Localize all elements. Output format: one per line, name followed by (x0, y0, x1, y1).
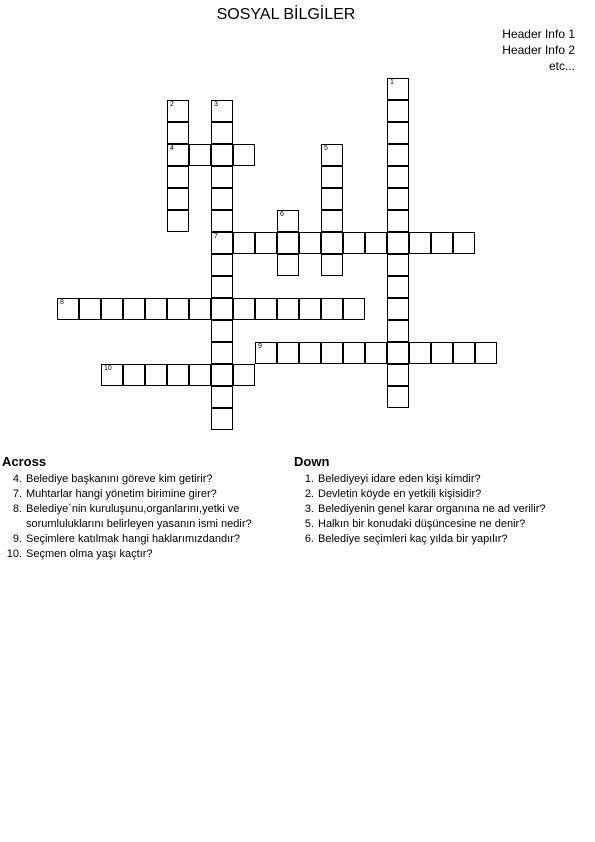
grid-cell (101, 298, 123, 320)
grid-cell (233, 232, 255, 254)
grid-cell (211, 408, 233, 430)
grid-cell (57, 298, 79, 320)
grid-cell (387, 232, 409, 254)
clue-text: Belediyeyi idare eden kişi kimdir? (318, 473, 481, 485)
clue-across-4 (2, 472, 292, 487)
clue-text: Devletin köyde en yetkili kişisidir? (318, 488, 482, 500)
grid-cell (387, 100, 409, 122)
clue-number: 2. (304, 488, 314, 500)
grid-cell (299, 342, 321, 364)
clue-down-6 (294, 532, 584, 547)
grid-cell (233, 144, 255, 166)
grid-cell (123, 364, 145, 386)
grid-cell (277, 298, 299, 320)
grid-cell (189, 364, 211, 386)
grid-cell (343, 298, 365, 320)
clue-number: 7. (12, 488, 22, 500)
grid-cell (387, 78, 409, 100)
grid-cell (79, 298, 101, 320)
clue-text: Seçmen olma yaşı kaçtır? (26, 548, 153, 560)
grid-cell (387, 386, 409, 408)
clue-across-8 (2, 502, 292, 532)
header-info-line: etc... (548, 59, 575, 73)
grid-cell (299, 232, 321, 254)
cell-number: 9 (258, 343, 262, 350)
grid-cell (211, 188, 233, 210)
clue-down-5 (294, 517, 584, 532)
cell-number: 4 (170, 145, 174, 152)
down-heading: Down (294, 454, 330, 469)
grid-cell (387, 166, 409, 188)
grid-cell (211, 342, 233, 364)
grid-cell (321, 210, 343, 232)
grid-cell (453, 232, 475, 254)
grid-cell (387, 210, 409, 232)
clue-text: Belediye seçimleri kaç yılda bir yapılır? (318, 533, 508, 545)
grid-cell (211, 276, 233, 298)
down-clues (294, 454, 584, 547)
grid-cell (321, 232, 343, 254)
grid-cell (321, 144, 343, 166)
grid-cell (321, 188, 343, 210)
grid-cell (211, 254, 233, 276)
clue-text: Seçimlere katılmak hangi haklarımızdandır? (26, 533, 240, 545)
grid-cell (211, 210, 233, 232)
grid-cell (211, 364, 233, 386)
grid-cell (233, 364, 255, 386)
grid-cell (167, 144, 189, 166)
grid-cell (431, 232, 453, 254)
grid-cell (167, 298, 189, 320)
clue-down-1 (294, 472, 584, 487)
grid-cell (321, 254, 343, 276)
grid-cell (211, 144, 233, 166)
grid-cell (277, 232, 299, 254)
grid-cell (387, 122, 409, 144)
clue-text: Belediyenin genel karar organına ne ad verilir? (318, 503, 546, 515)
clue-text: sorumluluklarını belirleyen yasanın ismi nedir? (26, 518, 252, 530)
clue-text: Muhtarlar hangi yönetim birimine girer? (26, 488, 217, 500)
grid-cell (277, 254, 299, 276)
cell-number: 1 (390, 79, 394, 86)
cell-number: 10 (104, 365, 112, 372)
clue-number: 9. (12, 533, 22, 545)
grid-cell (387, 298, 409, 320)
clue-number: 8. (12, 503, 22, 515)
grid-cell (167, 210, 189, 232)
header-info-line: Header Info 2 (502, 43, 575, 57)
grid-cell (365, 342, 387, 364)
clue-number: 4. (12, 473, 22, 485)
clue-down-2 (294, 487, 584, 502)
grid-cell (189, 298, 211, 320)
grid-cell (409, 232, 431, 254)
grid-cell (101, 364, 123, 386)
grid-cell (387, 254, 409, 276)
grid-cell (453, 342, 475, 364)
clue-text: Belediye başkanını göreve kim getirir? (26, 473, 213, 485)
grid-cell (255, 342, 277, 364)
grid-cell (387, 188, 409, 210)
across-heading: Across (2, 454, 47, 469)
cell-number: 3 (214, 101, 218, 108)
grid-cell (233, 298, 255, 320)
clue-across-7 (2, 487, 292, 502)
grid-cell (321, 342, 343, 364)
grid-cell (321, 298, 343, 320)
grid-cell (211, 166, 233, 188)
clue-number: 5. (304, 518, 314, 530)
clue-number: 6. (304, 533, 314, 545)
grid-cell (211, 232, 233, 254)
clue-number: 10. (6, 548, 22, 560)
grid-cell (211, 100, 233, 122)
grid-cell (211, 386, 233, 408)
clue-number: 1. (304, 473, 314, 485)
grid-cell (211, 298, 233, 320)
clue-text: Halkın bir konudaki düşüncesine ne denir? (318, 518, 526, 530)
clue-across-9 (2, 532, 292, 547)
grid-cell (343, 342, 365, 364)
grid-cell (211, 122, 233, 144)
cell-number: 6 (280, 211, 284, 218)
grid-cell (387, 144, 409, 166)
grid-cell (343, 232, 365, 254)
across-clues (2, 454, 292, 562)
grid-cell (145, 364, 167, 386)
grid-cell (167, 188, 189, 210)
grid-cell (431, 342, 453, 364)
cell-number: 7 (214, 233, 218, 240)
grid-cell (189, 144, 211, 166)
grid-cell (387, 364, 409, 386)
clue-across-10 (2, 547, 292, 562)
grid-cell (167, 166, 189, 188)
grid-cell (387, 342, 409, 364)
clue-down-3 (294, 502, 584, 517)
header-info-line: Header Info 1 (502, 27, 575, 41)
grid-cell (255, 232, 277, 254)
grid-cell (123, 298, 145, 320)
grid-cell (365, 232, 387, 254)
cell-number: 5 (324, 145, 328, 152)
grid-cell (211, 320, 233, 342)
grid-cell (321, 166, 343, 188)
grid-cell (409, 342, 431, 364)
clue-text: Belediye´nin kuruluşunu,organlarını,yetki ve (26, 503, 240, 515)
grid-cell (167, 364, 189, 386)
clue-number: 3. (304, 503, 314, 515)
grid-cell (475, 342, 497, 364)
cell-number: 2 (170, 101, 174, 108)
cell-number: 8 (60, 299, 64, 306)
grid-cell (277, 210, 299, 232)
grid-cell (167, 122, 189, 144)
grid-cell (145, 298, 167, 320)
grid-cell (387, 276, 409, 298)
grid-cell (255, 298, 277, 320)
grid-cell (277, 342, 299, 364)
page-title: SOSYAL BİLGİLER (216, 6, 356, 23)
grid-cell (167, 100, 189, 122)
grid-cell (387, 320, 409, 342)
grid-cell (299, 298, 321, 320)
